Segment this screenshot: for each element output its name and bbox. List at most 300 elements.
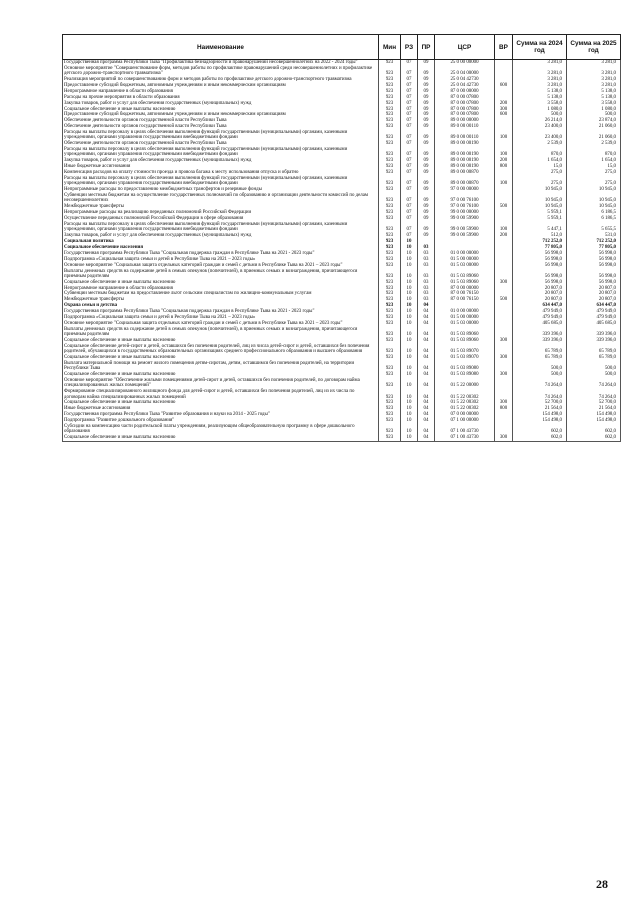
cell-name: Непрограммные расходы на реализацию переданных полномочий Российской Федерации — [63, 210, 379, 216]
cell-name: Социальное обеспечение и иные выплаты населению — [63, 338, 379, 344]
cell-csr: 89 0 00 00190 — [435, 158, 495, 164]
cell-rz: 10 — [401, 280, 418, 286]
cell-min: 923 — [379, 66, 401, 77]
cell-vr: 500 — [495, 297, 513, 303]
cell-pr: 09 — [418, 216, 435, 222]
cell-rz: 07 — [401, 83, 418, 89]
cell-s1: 712 252,0 — [513, 239, 567, 245]
cell-vr: 100 — [495, 222, 513, 233]
cell-s2: 21 060,0 — [567, 124, 621, 130]
cell-s2: 1 080,0 — [567, 107, 621, 113]
table-header-row — [63, 35, 621, 60]
cell-s2: 10 945,0 — [567, 193, 621, 204]
cell-name: Субсидии на компенсацию части родительской платы учреждениям, реализующим общеобразовательную программу в сфере дошкольного образования — [63, 424, 379, 435]
cell-s1: 65 789,0 — [513, 344, 567, 355]
header-rz: РЗ — [401, 35, 418, 60]
cell-s1: 3 281,0 — [513, 77, 567, 83]
cell-s1: 20 807,0 — [513, 297, 567, 303]
cell-csr: 99 0 00 59900 — [435, 216, 495, 222]
cell-vr: 600 — [495, 83, 513, 89]
cell-s2: 65 789,0 — [567, 344, 621, 355]
cell-rz: 10 — [401, 257, 418, 263]
cell-pr: 04 — [418, 327, 435, 338]
cell-s1: 275,0 — [513, 170, 567, 176]
cell-csr: 07 0 00 00000 — [435, 412, 495, 418]
cell-rz: 07 — [401, 216, 418, 222]
header-name: Наименование — [63, 35, 379, 60]
cell-s2: 602,0 — [567, 424, 621, 435]
cell-csr: 07 1 00 43730 — [435, 424, 495, 435]
cell-rz: 10 — [401, 418, 418, 424]
cell-s1: 15,0 — [513, 164, 567, 170]
cell-s2: 2 539,0 — [567, 141, 621, 147]
cell-rz: 10 — [401, 355, 418, 361]
cell-s1: 5 138,0 — [513, 95, 567, 101]
cell-s2: 10 945,0 — [567, 204, 621, 210]
cell-csr: 89 0 00 00110 — [435, 130, 495, 141]
cell-pr: 04 — [418, 344, 435, 355]
cell-rz: 10 — [401, 406, 418, 412]
table-row — [63, 378, 621, 389]
cell-min: 923 — [379, 424, 401, 435]
cell-pr: 09 — [418, 158, 435, 164]
cell-csr: 89 0 00 00110 — [435, 124, 495, 130]
cell-s1: 3 281,0 — [513, 60, 567, 66]
header-pr: ПР — [418, 35, 435, 60]
cell-csr: 01 5 03 00000 — [435, 263, 495, 269]
cell-min: 923 — [379, 400, 401, 406]
header-sum-2024: Сумма на 2024 год — [513, 35, 567, 60]
cell-s1: 3 558,0 — [513, 101, 567, 107]
cell-csr: 01 5 03 89060 — [435, 338, 495, 344]
cell-s1: 65 789,0 — [513, 355, 567, 361]
cell-pr: 03 — [418, 269, 435, 280]
cell-vr: 300 — [495, 400, 513, 406]
cell-pr: 09 — [418, 60, 435, 66]
cell-vr: 200 — [495, 233, 513, 239]
cell-name: Основное мероприятие "Социальная защита отдельных категорий граждан и семей с детьми в Республике Тыва на 2021 – 2023 годы" — [63, 321, 379, 327]
cell-rz: 07 — [401, 164, 418, 170]
cell-rz: 10 — [401, 291, 418, 297]
cell-s2: 20 807,0 — [567, 286, 621, 292]
cell-csr: 01 5 22 00302 — [435, 389, 495, 400]
table-row — [63, 130, 621, 141]
header-min: Мин — [379, 35, 401, 60]
cell-csr: 89 0 00 00870 — [435, 176, 495, 187]
cell-s1: 154 498,0 — [513, 418, 567, 424]
cell-pr: 04 — [418, 361, 435, 372]
cell-pr: 09 — [418, 112, 435, 118]
page-number: 28 — [596, 877, 608, 891]
cell-s1: 1 080,0 — [513, 107, 567, 113]
cell-rz: 10 — [401, 338, 418, 344]
budget-table — [62, 34, 621, 442]
cell-csr: 01 5 03 89080 — [435, 372, 495, 378]
cell-vr: 300 — [495, 338, 513, 344]
cell-s2: 65 789,0 — [567, 355, 621, 361]
cell-s2: 74 264,0 — [567, 378, 621, 389]
cell-name: Непрограммное направление в области образования — [63, 89, 379, 95]
cell-vr: 600 — [495, 112, 513, 118]
cell-s1: 23 400,0 — [513, 124, 567, 130]
cell-rz: 07 — [401, 158, 418, 164]
cell-csr: 87 0 00 07800 — [435, 101, 495, 107]
cell-vr — [495, 327, 513, 338]
cell-pr: 04 — [418, 412, 435, 418]
cell-csr: 01 5 22 00302 — [435, 406, 495, 412]
cell-csr: 97 0 00 76100 — [435, 193, 495, 204]
cell-csr: 07 1 00 00000 — [435, 418, 495, 424]
cell-min: 923 — [379, 309, 401, 315]
cell-rz: 10 — [401, 251, 418, 257]
cell-name: Закупка товаров, работ и услуг для обеспечения государственных (муниципальных) нужд — [63, 101, 379, 107]
cell-name: Социальное обеспечение и иные выплаты населению — [63, 355, 379, 361]
cell-rz: 07 — [401, 204, 418, 210]
cell-pr: 09 — [418, 118, 435, 124]
cell-min: 923 — [379, 280, 401, 286]
cell-rz: 10 — [401, 297, 418, 303]
cell-s1: 10 945,0 — [513, 204, 567, 210]
cell-vr: 800 — [495, 406, 513, 412]
cell-rz: 07 — [401, 66, 418, 77]
cell-name: Реализация мероприятий по совершенствованию форм и методов работы по профилактике детского дорожно-транспортного травматизма — [63, 77, 379, 83]
cell-s1: 512,0 — [513, 233, 567, 239]
table-row — [63, 66, 621, 77]
cell-rz: 07 — [401, 222, 418, 233]
cell-s1: 634 447,0 — [513, 303, 567, 309]
cell-rz: 10 — [401, 389, 418, 400]
cell-min: 923 — [379, 355, 401, 361]
cell-min: 923 — [379, 130, 401, 141]
cell-vr: 100 — [495, 130, 513, 141]
cell-name: Основное мероприятие "Социальная защита отдельных категорий граждан и семей с детьми в Республике Тыва на 2021 – 2023 годы" — [63, 263, 379, 269]
cell-pr: 09 — [418, 124, 435, 130]
cell-name: Социальное обеспечение и иные выплаты населению — [63, 372, 379, 378]
cell-s1: 870,0 — [513, 147, 567, 158]
cell-rz: 07 — [401, 170, 418, 176]
cell-s2: 23 874,0 — [567, 118, 621, 124]
cell-s2: 3 281,0 — [567, 60, 621, 66]
cell-name: Расходы на выплаты персоналу в целях обеспечения выполнения функций государственными (муниципальными) органами, казенными учреждениями, органами управления государственными внебюджетными фондами — [63, 147, 379, 158]
cell-pr: 04 — [418, 378, 435, 389]
cell-name: Основное мероприятие "Обеспечение жилыми помещениями детей-сирот и детей, оставшихся без попечения родителей, по договорам найма специализированных жилых помещений" — [63, 378, 379, 389]
cell-vr: 800 — [495, 164, 513, 170]
cell-pr: 04 — [418, 303, 435, 309]
cell-s1: 602,0 — [513, 424, 567, 435]
cell-min: 923 — [379, 327, 401, 338]
cell-min: 923 — [379, 101, 401, 107]
cell-s2: 6 186,5 — [567, 216, 621, 222]
cell-s1: 56 998,0 — [513, 269, 567, 280]
cell-s2: 275,0 — [567, 170, 621, 176]
table-row — [63, 222, 621, 233]
cell-pr: 04 — [418, 400, 435, 406]
cell-pr: 04 — [418, 315, 435, 321]
cell-s2: 500,0 — [567, 372, 621, 378]
cell-s2: 500,0 — [567, 112, 621, 118]
cell-name: Основное мероприятие "Совершенствование форм, методов работы по профилактике правонарушений среди несовершеннолетних и профилактике детского дорожно-транспортного травматизма" — [63, 66, 379, 77]
cell-min: 923 — [379, 378, 401, 389]
cell-pr: 03 — [418, 251, 435, 257]
cell-s2: 3 558,0 — [567, 101, 621, 107]
cell-s1: 602,0 — [513, 435, 567, 441]
header-sum-2025: Сумма на 2025 год — [567, 35, 621, 60]
cell-name: Предоставление субсидий бюджетным, автономным учреждениям и иным некоммерческим организациям — [63, 83, 379, 89]
cell-min: 923 — [379, 112, 401, 118]
cell-vr: 200 — [495, 158, 513, 164]
cell-name: Непрограммные расходы по предоставлению межбюджетных трансфертов и резервные фонды — [63, 187, 379, 193]
cell-pr: 03 — [418, 291, 435, 297]
cell-csr: 25 0 04 00000 — [435, 66, 495, 77]
cell-min: 923 — [379, 176, 401, 187]
cell-rz: 07 — [401, 118, 418, 124]
cell-s2: 56 998,0 — [567, 263, 621, 269]
cell-rz: 10 — [401, 239, 418, 245]
cell-name: Социальное обеспечение и иные выплаты населению — [63, 435, 379, 441]
cell-s2: 56 998,0 — [567, 269, 621, 280]
cell-pr: 09 — [418, 107, 435, 113]
cell-name: Обеспечение деятельности органов государственной власти Республики Тыва — [63, 124, 379, 130]
cell-name: Подпрограмма «Социальная защита семьи и детей в Республике Тыва на 2021 – 2023 годы» — [63, 315, 379, 321]
cell-min: 923 — [379, 141, 401, 147]
table-row — [63, 344, 621, 355]
table-row — [63, 147, 621, 158]
cell-s2: 77 805,0 — [567, 245, 621, 251]
cell-csr: 01 5 03 00000 — [435, 321, 495, 327]
cell-rz: 07 — [401, 233, 418, 239]
cell-min: 923 — [379, 315, 401, 321]
cell-csr: 89 0 00 00870 — [435, 170, 495, 176]
cell-s2: 56 998,0 — [567, 257, 621, 263]
cell-rz: 07 — [401, 60, 418, 66]
cell-s2: 634 447,0 — [567, 303, 621, 309]
cell-name: Формирование специализированного жилищного фонда для детей-сирот и детей, оставшихся без попечения родителей, лиц из их числа по договорам найма специализированных жилых помещений — [63, 389, 379, 400]
cell-csr: 01 5 03 89060 — [435, 327, 495, 338]
cell-csr: 87 0 00 00000 — [435, 286, 495, 292]
cell-pr: 03 — [418, 257, 435, 263]
cell-s1: 500,0 — [513, 372, 567, 378]
cell-s1: 52 700,0 — [513, 400, 567, 406]
cell-pr: 03 — [418, 263, 435, 269]
cell-min: 923 — [379, 372, 401, 378]
cell-csr: 87 0 00 07800 — [435, 112, 495, 118]
cell-vr — [495, 378, 513, 389]
cell-s1: 56 998,0 — [513, 251, 567, 257]
cell-s2: 5 655,5 — [567, 222, 621, 233]
cell-min: 923 — [379, 216, 401, 222]
cell-name: Выплата материальной помощи на ремонт жилого помещения детям-сиротам, детям, оставшимся без попечения родителей, на территории Республики Тыва — [63, 361, 379, 372]
cell-csr: 97 0 00 76100 — [435, 204, 495, 210]
cell-s2: 3 281,0 — [567, 77, 621, 83]
cell-csr: 89 0 00 00000 — [435, 118, 495, 124]
cell-csr: 01 5 00 00000 — [435, 257, 495, 263]
cell-s2: 20 807,0 — [567, 291, 621, 297]
cell-rz: 10 — [401, 400, 418, 406]
cell-vr — [495, 193, 513, 204]
cell-min: 923 — [379, 361, 401, 372]
cell-min: 923 — [379, 95, 401, 101]
cell-pr: 09 — [418, 101, 435, 107]
cell-s2: 6 186,5 — [567, 210, 621, 216]
cell-min: 923 — [379, 147, 401, 158]
table-row — [63, 435, 621, 441]
table-row — [63, 327, 621, 338]
cell-s2: 531,0 — [567, 233, 621, 239]
cell-s1: 74 264,0 — [513, 378, 567, 389]
cell-csr: 01 5 22 00302 — [435, 400, 495, 406]
cell-pr: 03 — [418, 286, 435, 292]
cell-min: 923 — [379, 321, 401, 327]
cell-pr: 09 — [418, 66, 435, 77]
cell-s2: 1 654,0 — [567, 158, 621, 164]
cell-min: 923 — [379, 158, 401, 164]
cell-csr: 01 0 00 00000 — [435, 251, 495, 257]
cell-rz: 10 — [401, 412, 418, 418]
cell-min: 923 — [379, 303, 401, 309]
cell-s2: 712 252,0 — [567, 239, 621, 245]
cell-vr: 300 — [495, 372, 513, 378]
cell-vr: 500 — [495, 204, 513, 210]
cell-rz: 10 — [401, 435, 418, 441]
cell-s1: 20 807,0 — [513, 291, 567, 297]
cell-s1: 56 998,0 — [513, 257, 567, 263]
cell-s1: 10 945,0 — [513, 193, 567, 204]
cell-s1: 26 214,0 — [513, 118, 567, 124]
cell-s1: 77 805,0 — [513, 245, 567, 251]
cell-csr: 89 0 00 00190 — [435, 147, 495, 158]
cell-min: 923 — [379, 107, 401, 113]
cell-min: 923 — [379, 291, 401, 297]
cell-csr: 87 0 00 76150 — [435, 291, 495, 297]
cell-pr: 09 — [418, 187, 435, 193]
table-row — [63, 176, 621, 187]
cell-vr: 200 — [495, 101, 513, 107]
cell-rz: 07 — [401, 112, 418, 118]
cell-rz: 07 — [401, 210, 418, 216]
cell-s2: 20 807,0 — [567, 297, 621, 303]
cell-s2: 405 685,0 — [567, 321, 621, 327]
cell-rz: 07 — [401, 147, 418, 158]
cell-vr: 300 — [495, 280, 513, 286]
cell-rz: 10 — [401, 372, 418, 378]
cell-vr: 100 — [495, 147, 513, 158]
cell-s1: 154 498,0 — [513, 412, 567, 418]
cell-s2: 275,0 — [567, 176, 621, 187]
cell-s2: 602,0 — [567, 435, 621, 441]
cell-pr: 09 — [418, 233, 435, 239]
cell-name: Социальное обеспечение и иные выплаты населению — [63, 280, 379, 286]
cell-vr: 100 — [495, 176, 513, 187]
cell-s1: 479 949,0 — [513, 309, 567, 315]
cell-vr — [495, 389, 513, 400]
cell-csr: 87 0 00 07800 — [435, 95, 495, 101]
cell-pr: 03 — [418, 297, 435, 303]
cell-s1: 56 998,0 — [513, 263, 567, 269]
cell-s1: 405 685,0 — [513, 321, 567, 327]
cell-s2: 870,0 — [567, 147, 621, 158]
cell-s1: 5 959,1 — [513, 210, 567, 216]
cell-pr: 04 — [418, 372, 435, 378]
cell-min: 923 — [379, 60, 401, 66]
cell-pr: 09 — [418, 204, 435, 210]
cell-s2: 52 700,0 — [567, 400, 621, 406]
cell-min: 923 — [379, 239, 401, 245]
cell-min: 923 — [379, 233, 401, 239]
cell-min: 923 — [379, 187, 401, 193]
cell-s2: 479 949,0 — [567, 309, 621, 315]
cell-name: Социальная политика — [63, 239, 379, 245]
cell-name: Расходы на прочие мероприятия в области образования — [63, 95, 379, 101]
cell-pr: 09 — [418, 164, 435, 170]
cell-s2: 479 949,0 — [567, 315, 621, 321]
cell-pr: 09 — [418, 222, 435, 233]
cell-name: Государственная программа Республики Тыва "Социальная поддержка граждан в Республике Тыва на 2021 - 2023 годы" — [63, 309, 379, 315]
cell-s2: 21 564,0 — [567, 406, 621, 412]
cell-vr: 300 — [495, 435, 513, 441]
cell-rz: 10 — [401, 344, 418, 355]
cell-name: Выплаты денежных средств на содержание детей в семьях опекунов (попечителей), в приемных семьях и вознаграждения, причитающегося приемным родителям — [63, 327, 379, 338]
cell-s1: 10 945,0 — [513, 187, 567, 193]
cell-name: Расходы на выплаты персоналу в целях обеспечения выполнения функций государственными (муниципальными) органами, казенными учреждениями, органами управления государственными внебюджетными фондами — [63, 222, 379, 233]
cell-rz: 07 — [401, 95, 418, 101]
table-row — [63, 361, 621, 372]
cell-s1: 1 654,0 — [513, 158, 567, 164]
cell-name: Обеспечение деятельности органов государственной власти Республики Тыва — [63, 141, 379, 147]
cell-min: 923 — [379, 412, 401, 418]
cell-s1: 20 807,0 — [513, 286, 567, 292]
cell-csr: 89 0 00 00190 — [435, 141, 495, 147]
cell-pr: 04 — [418, 321, 435, 327]
cell-pr: 09 — [418, 193, 435, 204]
cell-s1: 5 447,1 — [513, 222, 567, 233]
cell-pr: 09 — [418, 77, 435, 83]
cell-name: Закупка товаров, работ и услуг для обеспечения государственных (муниципальных) нужд — [63, 158, 379, 164]
cell-pr: 09 — [418, 176, 435, 187]
cell-rz: 07 — [401, 124, 418, 130]
cell-s2: 154 498,0 — [567, 412, 621, 418]
cell-pr: 04 — [418, 435, 435, 441]
cell-s1: 56 998,0 — [513, 280, 567, 286]
cell-rz: 07 — [401, 141, 418, 147]
cell-rz: 07 — [401, 89, 418, 95]
cell-name: Расходы на выплаты персоналу в целях обеспечения выполнения функций государственными (муниципальными) органами, казенными учреждениями, органами управления государственными внебюджетными фондами — [63, 176, 379, 187]
cell-name: Расходы на выплаты персоналу в целях обеспечения выполнения функций государственными (муниципальными) органами, казенными учреждениями, органами управления государственными внебюджетными фондами — [63, 130, 379, 141]
cell-pr: 04 — [418, 424, 435, 435]
cell-rz: 07 — [401, 187, 418, 193]
cell-csr: 99 0 00 59900 — [435, 233, 495, 239]
cell-csr: 01 5 00 00000 — [435, 315, 495, 321]
cell-s2: 5 138,0 — [567, 89, 621, 95]
cell-pr: 04 — [418, 389, 435, 400]
cell-name: Государственная программа Республики Тыва "Социальная поддержка граждан в Республике Тыва на 2021 - 2023 годы" — [63, 251, 379, 257]
cell-rz: 10 — [401, 378, 418, 389]
cell-min: 923 — [379, 124, 401, 130]
cell-min: 923 — [379, 89, 401, 95]
cell-pr: 04 — [418, 355, 435, 361]
cell-min: 923 — [379, 269, 401, 280]
cell-pr: 09 — [418, 130, 435, 141]
cell-pr: 04 — [418, 418, 435, 424]
cell-rz: 10 — [401, 321, 418, 327]
cell-rz: 10 — [401, 286, 418, 292]
budget-table-page — [62, 34, 620, 442]
cell-name: Обеспечение деятельности органов государственной власти Республики Тыва — [63, 118, 379, 124]
cell-s2: 5 138,0 — [567, 95, 621, 101]
cell-rz: 10 — [401, 315, 418, 321]
cell-s1: 500,0 — [513, 361, 567, 372]
cell-min: 923 — [379, 406, 401, 412]
cell-min: 923 — [379, 251, 401, 257]
